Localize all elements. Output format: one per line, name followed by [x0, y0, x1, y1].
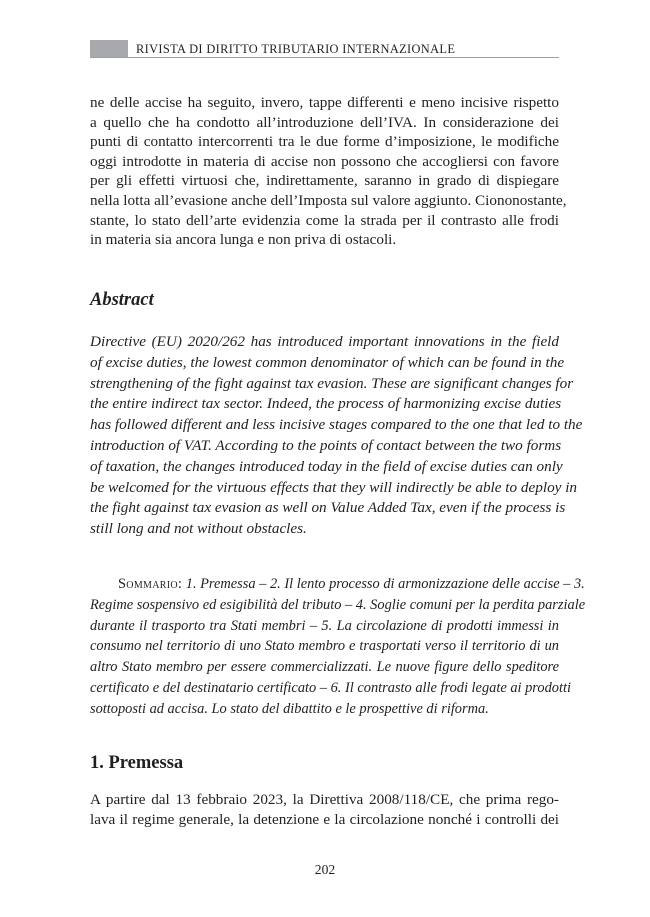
text-line: nella lotta all’evasione anche dell’Imposta sul valore aggiunto. Ciononostante, — [90, 191, 567, 209]
page-number: 202 — [314, 862, 336, 877]
summary-block — [90, 574, 586, 720]
section-heading: 1. Premessa — [90, 753, 184, 773]
text-line: of excise duties, the lowest common denominator of which can be found in the — [90, 353, 565, 371]
header-gray-block — [90, 40, 128, 57]
text-line: consumo nel territorio di uno Stato membro e trasportati verso il territorio di un — [90, 638, 559, 655]
text-line: the entire indirect tax sector. Indeed, the process of harmonizing excise duties — [90, 395, 562, 413]
text-line: durante il trasporto tra Stati membri – 5. La circolazione di prodotti immessi in — [90, 617, 559, 634]
text-line: strengthening of the fight against tax evasion. These are significant changes for — [90, 374, 574, 392]
text-line: A partire dal 13 febbraio 2023, la Direttiva 2008/118/CE, che prima rego- — [90, 791, 559, 808]
text-line: has followed different and less incisive stages compared to the one that led to the — [90, 416, 583, 434]
text-line: of taxation, the changes introduced today in the field of excise duties can only — [90, 457, 563, 475]
text-line: be welcomed for the virtuous effects that they will indirectly be able to deploy in — [90, 478, 578, 496]
summary-first-line-text: 1. Premessa – 2. Il lento processo di armonizzazione delle accise – 3. — [182, 576, 585, 592]
text-line: stante, lo stato dell’arte evidenzia come la strada per il contrasto alle frodi — [90, 211, 559, 229]
text-line: certificato e del destinatario certificato – 6. Il contrasto alle frodi legate ai prodotti — [90, 679, 571, 696]
abstract-heading: Abstract — [90, 290, 154, 310]
running-header — [90, 40, 559, 58]
text-line: ne delle accise ha seguito, invero, tappe differenti e meno incisive rispetto — [90, 94, 559, 111]
summary-label: Sommario: — [118, 576, 183, 592]
text-line: lava il regime generale, la detenzione e la circolazione nonché i controlli dei — [90, 810, 559, 828]
intro-paragraph — [90, 93, 567, 250]
text-line: a quello che ha condotto all’introduzione dell’IVA. In considerazione dei — [90, 113, 559, 131]
text-line: per gli effetti virtuosi che, indirettamente, saranno in grado di dispiegare — [90, 172, 559, 190]
text-line: Directive (EU) 2020/262 has introduced important innovations in the field — [90, 333, 559, 350]
summary-first-line — [90, 574, 585, 595]
section-paragraph — [90, 790, 559, 829]
text-line: introduction of VAT. According to the points of contact between the two forms — [90, 436, 562, 454]
text-line: still long and not without obstacles. — [90, 520, 307, 538]
text-line: sottoposti ad accisa. Lo stato del dibattito e le prospettive di riforma. — [90, 700, 489, 717]
text-line: Regime sospensivo ed esigibilità del tributo – 4. Soglie comuni per la perdita parziale — [90, 596, 586, 613]
text-line: oggi introdotte in materia di accise non possono che accogliersi con favore — [90, 152, 559, 170]
header-rule — [90, 57, 559, 58]
abstract-paragraph — [90, 332, 583, 540]
text-line: in materia sia ancora lunga e non priva di ostacoli. — [90, 231, 397, 249]
text-line: punti di contatto intercorrenti tra le due forme d’imposizione, le modifiche — [90, 133, 559, 151]
text-line: the fight against tax evasion as well on Value Added Tax, even if the process is — [90, 499, 566, 517]
text-line: altro Stato membro per essere commercializzati. Le nuove figure dello speditore — [90, 659, 559, 676]
journal-title: RIVISTA DI DIRITTO TRIBUTARIO INTERNAZIONALE — [136, 42, 456, 56]
